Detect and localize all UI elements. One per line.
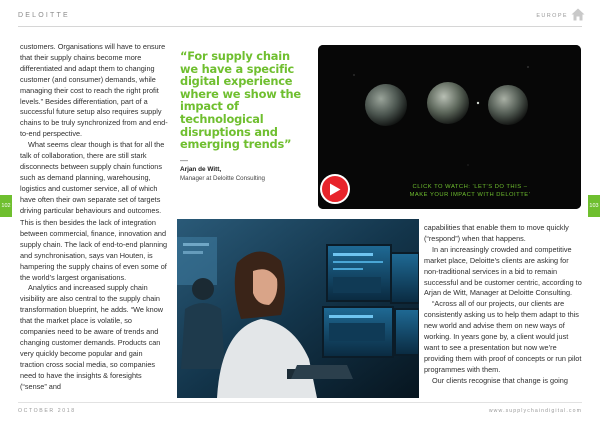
body-column-left-bottom: [20, 218, 168, 393]
play-icon: [329, 183, 341, 196]
play-button[interactable]: [320, 174, 350, 204]
page-number-right: 103: [588, 195, 600, 217]
paragraph: What seems clear though is that for all the talk of collaboration, there are still stark disconnects between supply chain functions such as demand planning, warehousing, logistics and customer service, all of which have often their own separate set of targets driving particular behaviours and outcomes.: [20, 140, 165, 215]
paragraph: Our clients recognise that change is going: [432, 375, 568, 385]
paragraph: capabilities that enable them to move quickly (“respond”) when that happens.: [424, 223, 569, 243]
planet-left: [365, 84, 407, 126]
pull-quote: “For supply chain we have a specific digital experience where we show the impact of technological disruptions and emerging trends”: [180, 49, 301, 152]
planet-right: [488, 85, 528, 125]
magazine-brand: DELOITTE: [18, 12, 70, 19]
issue-date: OCTOBER 2018: [18, 408, 76, 414]
planet-center: [427, 82, 469, 124]
photo-analyst-at-workstation: [177, 219, 419, 398]
body-column-right: [424, 223, 584, 387]
quote-attribution-name: Arjan de Witt,: [180, 166, 222, 173]
section-label: EUROPE: [536, 13, 568, 19]
paragraph: This is then besides the lack of integration between commercial, finance, innovation and supply chain. The lack of end-to-end planning and synchronisation, says van Houten, is hampering the supply chains of even some of the world’s largest organisations.: [20, 218, 168, 282]
video-cta-link[interactable]: [400, 183, 540, 199]
quote-attribution-role: Manager at Deloitte Consulting: [180, 175, 265, 182]
paragraph: In an increasingly crowded and competitive market place, Deloitte’s clients are asking for non-traditional services in a bid to remain successful and be customer centric, according to Arjan de Witt, Manager at Deloitte Consulting.: [424, 244, 582, 298]
body-column-left-top: [20, 42, 168, 217]
website-link[interactable]: www.supplychaindigital.com: [488, 408, 582, 414]
paragraph: customers. Organisations will have to ensure that their supply chains become more differentiated and adapt them to changing customer (and consumer) demands, while managing their cost to reach the right profit levels.” Besides differentiation, part of a successful future setup also requires supply chains to be truly synchronized from and end-to-end perspective.: [20, 42, 168, 139]
paragraph: “Across all of our projects, our clients are consistently asking us to help them adapt to this new world and advise them on new ways of working. In years gone by, a client would just want to see a presentation but now we’re providing them with proof of concepts or run pilot programmes with them.: [424, 299, 582, 374]
video-cta-line-2: MAKE YOUR IMPACT WITH DELOITTE’: [409, 192, 531, 198]
quote-dash: —: [180, 156, 188, 165]
page-number-left: 102: [0, 195, 12, 217]
paragraph: Analytics and increased supply chain visibility are also central to the supply chain transformation blueprint, he adds. “We know that the market place is volatile, so companies need to be aware of trends and changing customer demands. Products can very quickly become popular and gain traction cross social media, so companies need to have the insights & foresights (“sense” and: [20, 283, 164, 391]
video-cta-line-1: CLICK TO WATCH: ‘LET’S DO THIS –: [412, 184, 528, 190]
header-divider: [18, 26, 582, 27]
home-icon[interactable]: [571, 8, 585, 21]
footer-divider: [18, 402, 582, 403]
